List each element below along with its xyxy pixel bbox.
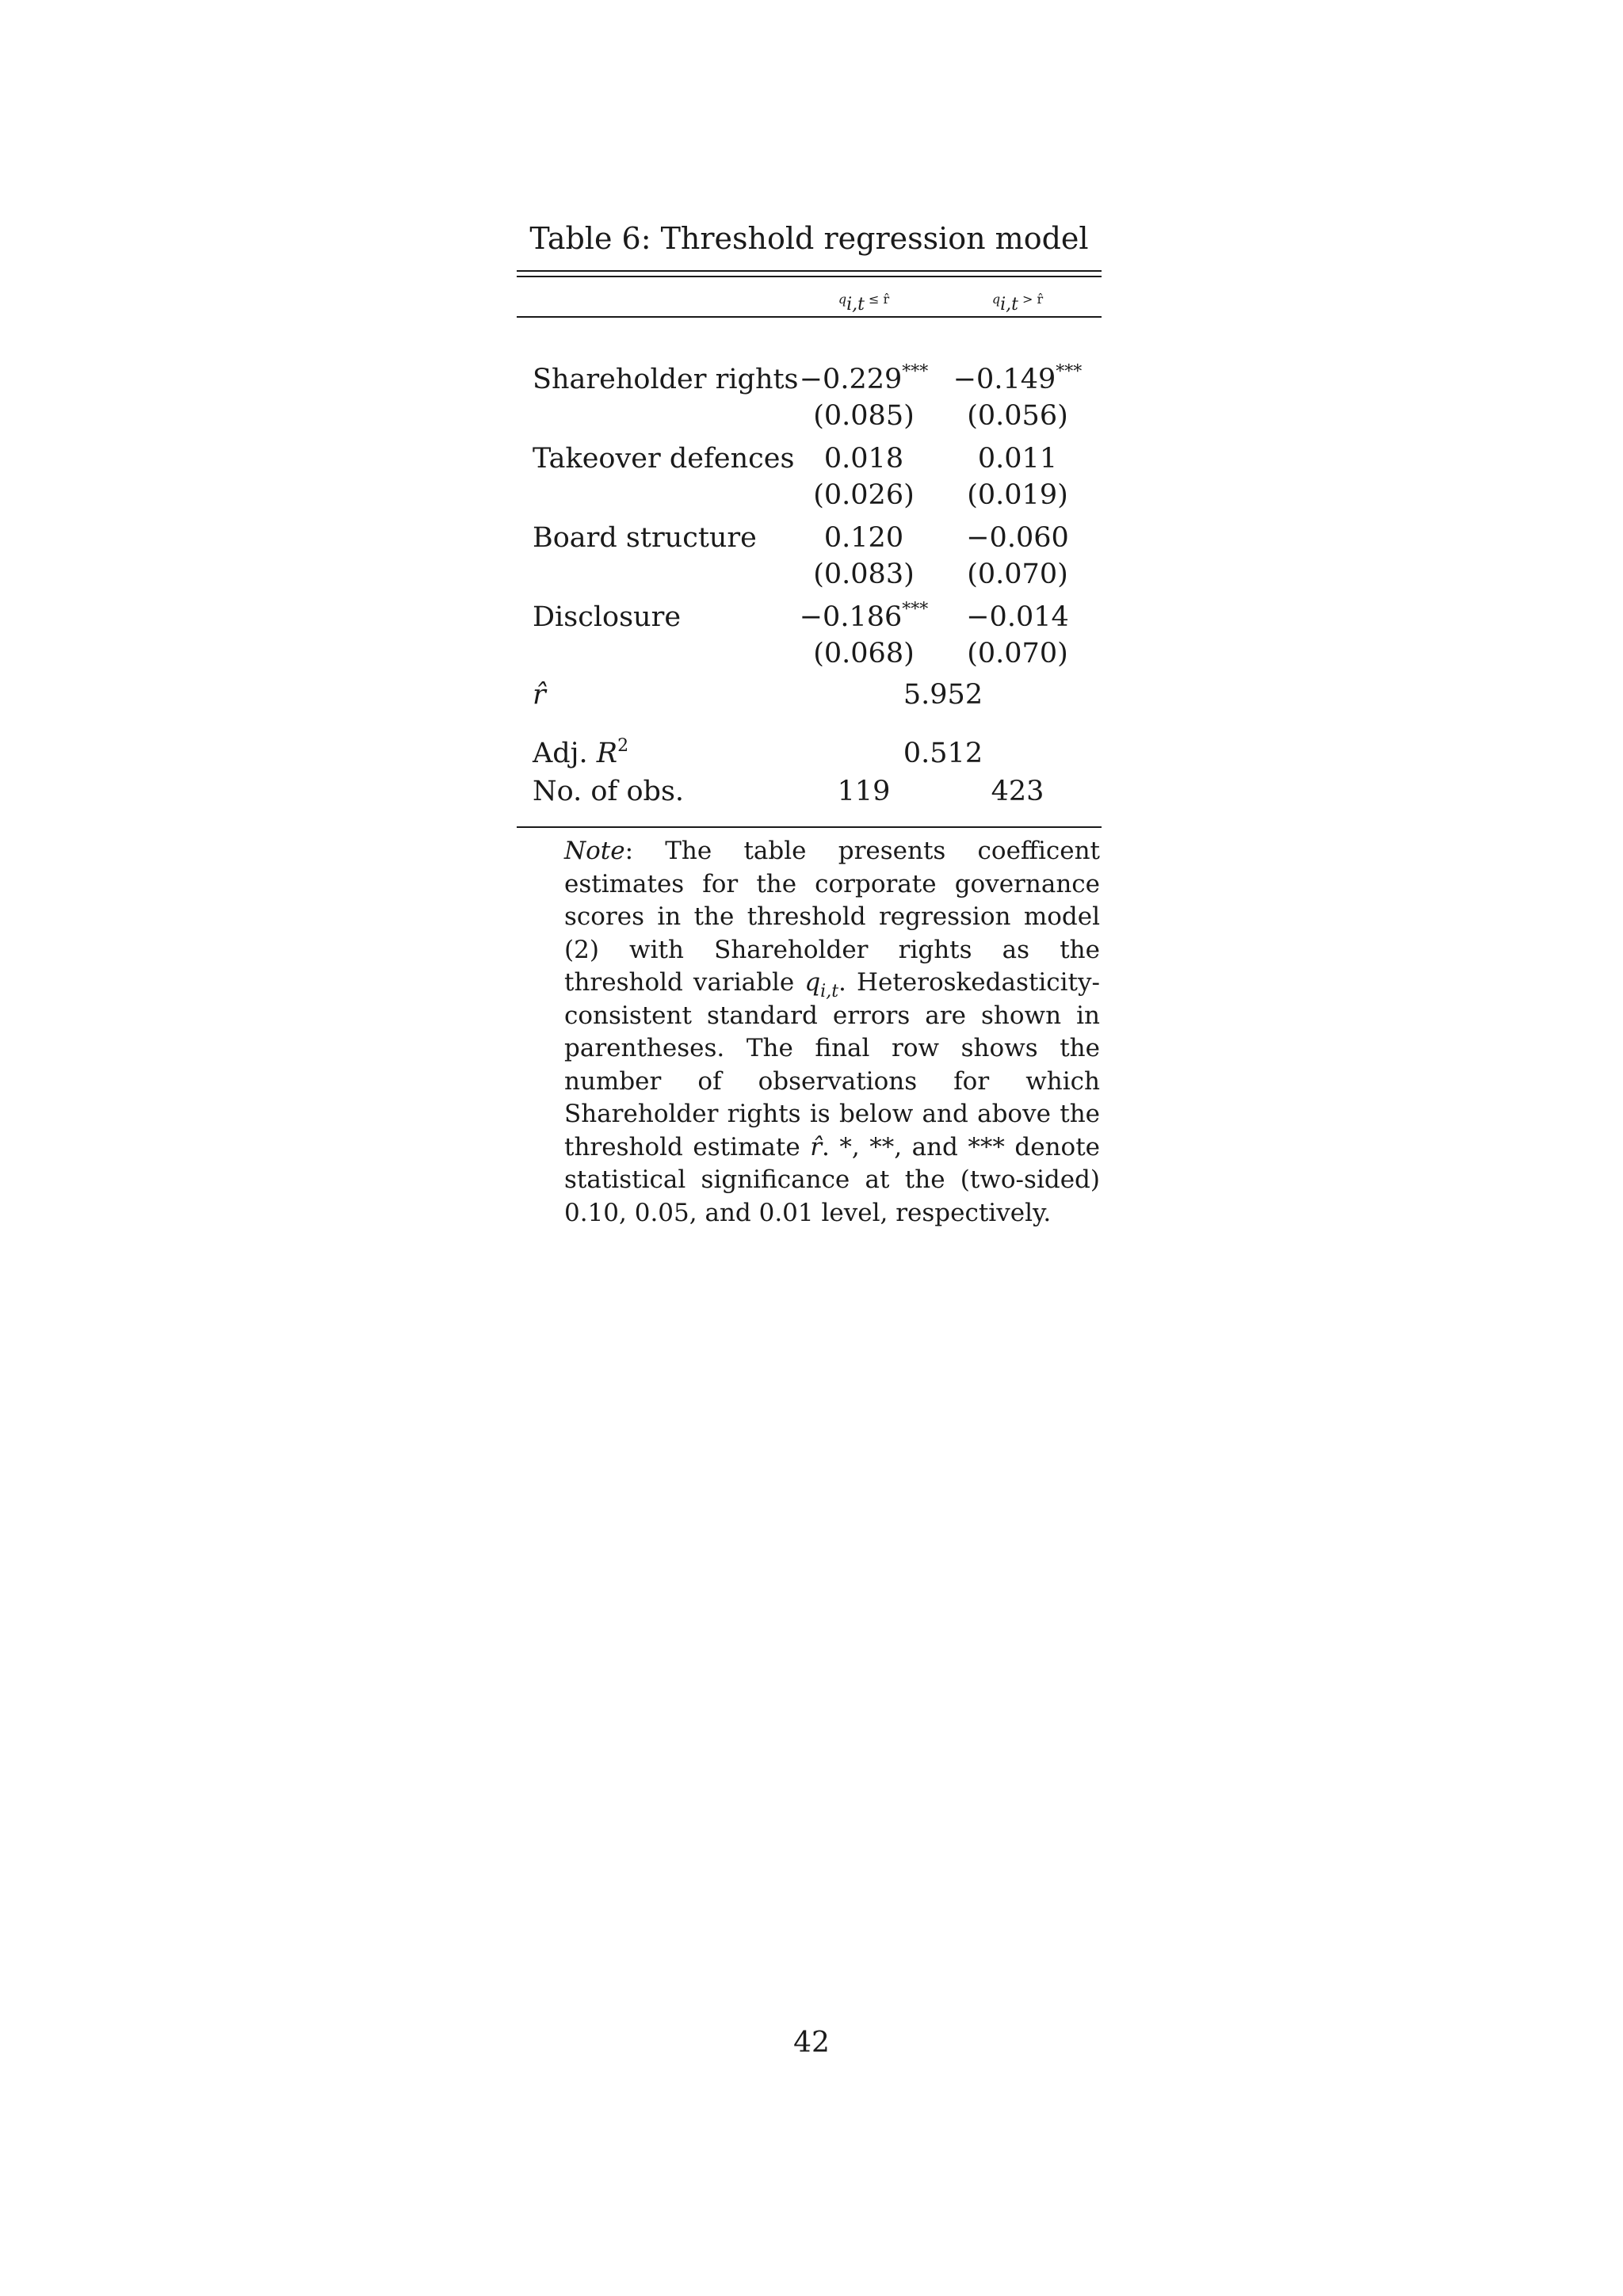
- cell: (0.070): [967, 559, 1068, 590]
- table-row-rhat: [0, 677, 1623, 713]
- table-row: [0, 477, 1623, 513]
- cell: −0.229***: [799, 362, 929, 395]
- table-row: [0, 635, 1623, 672]
- page-number: 42: [793, 2027, 830, 2059]
- table-row: [0, 520, 1623, 556]
- table-caption: Table 6: Threshold regression model: [529, 221, 1089, 256]
- cell: 0.512: [903, 738, 983, 769]
- cell: (0.056): [967, 400, 1068, 432]
- row-label: Disclosure: [533, 601, 682, 633]
- row-label: No. of obs.: [533, 776, 685, 807]
- cell: 0.120: [823, 522, 904, 554]
- cell: (0.070): [967, 638, 1068, 669]
- header-below-threshold: qi,t ≤ r̂: [838, 292, 890, 315]
- table-row: [0, 599, 1623, 635]
- bottom-rule: [517, 826, 1102, 828]
- cell: 423: [991, 776, 1044, 807]
- cell: (0.083): [813, 559, 915, 590]
- cell: −0.186***: [799, 600, 929, 633]
- cell: 0.011: [977, 443, 1058, 475]
- cell: (0.068): [813, 638, 915, 669]
- cell: 119: [837, 776, 891, 807]
- cell: (0.085): [813, 400, 915, 432]
- row-label: Takeover defences: [533, 443, 795, 475]
- table-row-nobs: [0, 773, 1623, 810]
- table-row-adj-r2: [0, 735, 1623, 772]
- cell: 5.952: [903, 679, 983, 711]
- row-label: Shareholder rights: [533, 364, 799, 395]
- row-label: Adj. $R^2$: [533, 736, 629, 769]
- table-note: Note: The table presents coefficent estimates for the corporate governance scores in the threshold regression model (2) with Shareholder rights as the threshold variable $q_{i,t}$. Heteroskedasticity-consistent standard errors are shown in parentheses. The final row shows the number of observations for which Shareholder rights is below and above the threshold estimate r̂. *, **, and *** denote statistical significance at the (two-sided) 0.10, 0.05, and 0.01 level, respectively.: [564, 837, 1101, 1227]
- cell: (0.019): [967, 479, 1068, 511]
- row-label: r̂: [533, 679, 546, 711]
- cell: −0.060: [966, 522, 1069, 554]
- table-row: [0, 556, 1623, 593]
- cell: (0.026): [813, 479, 915, 511]
- table-row: [0, 361, 1623, 398]
- cell: −0.014: [966, 601, 1069, 633]
- cell: −0.149***: [953, 362, 1083, 395]
- cell: 0.018: [823, 443, 904, 475]
- row-label: Board structure: [533, 522, 757, 554]
- table-row: [0, 441, 1623, 477]
- table-row: [0, 398, 1623, 434]
- header-above-threshold: qi,t > r̂: [991, 292, 1044, 315]
